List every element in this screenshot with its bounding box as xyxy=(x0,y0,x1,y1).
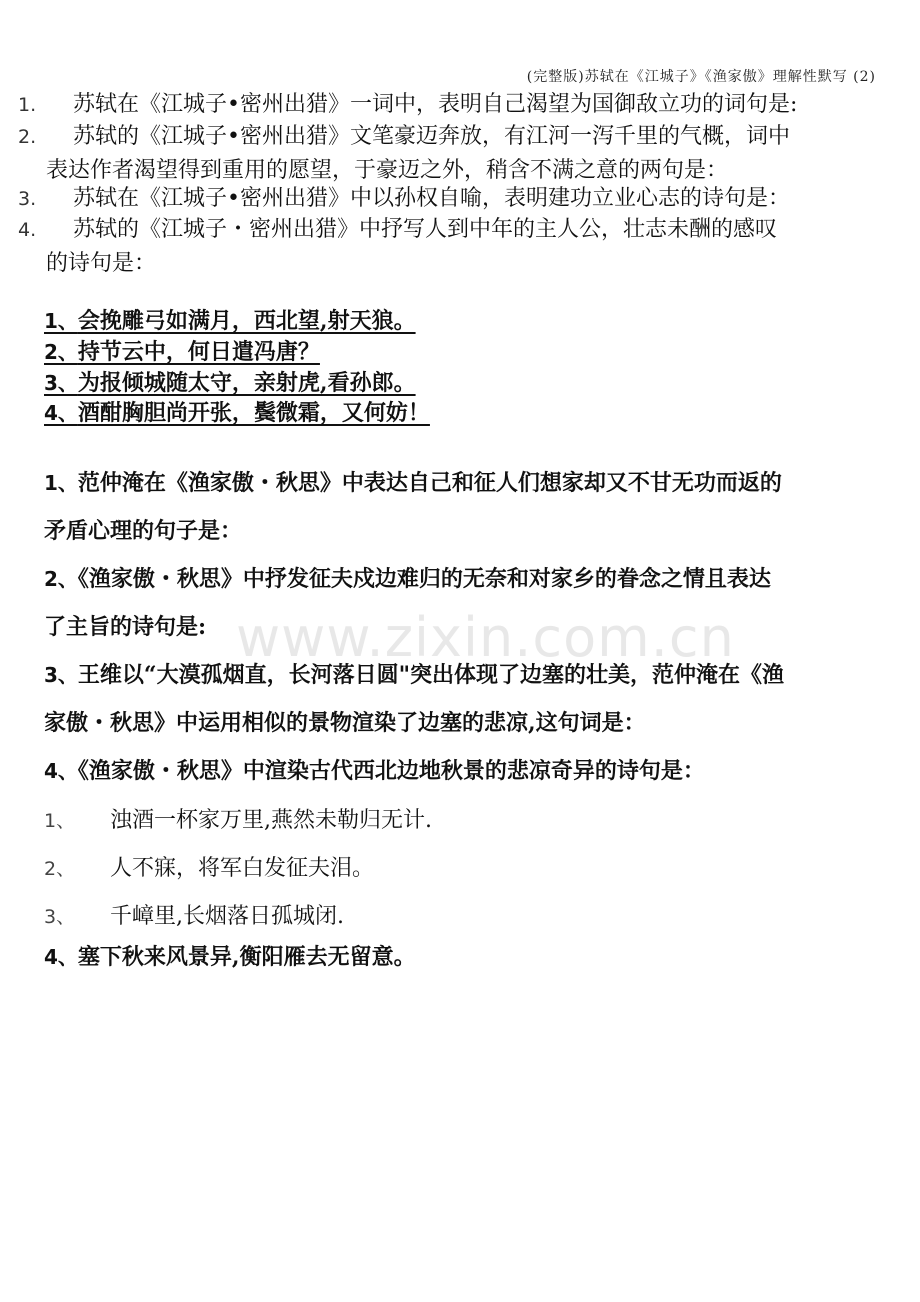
question-text-continued: 表达作者渴望得到重用的愿望，于豪迈之外，稍含不满之意的两句是： xyxy=(46,158,729,183)
question-4 xyxy=(18,213,888,281)
answer-number: 3、 xyxy=(44,371,78,395)
answer-text: 千嶂里,长烟落日孤城闭. xyxy=(110,904,344,929)
question-text: 王维以“大漠孤烟直，长河落日圆"突出体现了边塞的壮美，范仲淹在《渔 xyxy=(77,662,785,688)
answer-text: 酒酣胸胆尚开张，鬓微霜，又何妨！ xyxy=(77,400,430,426)
answer-number: 3、 xyxy=(44,906,76,928)
answer-3 xyxy=(44,368,416,398)
question-text: 范仲淹在《渔家傲・秋思》中表达自己和征人们想家却又不甘无功而返的 xyxy=(77,470,782,496)
answer-number: 2、 xyxy=(44,340,78,364)
question-text: 苏轼的《江城子•密州出猎》文笔豪迈奔放，有江河一泻千里的气概，词中 xyxy=(73,124,790,149)
answer-text: 会挽雕弓如满月，西北望,射天狼。 xyxy=(77,308,416,334)
part2-answer-3 xyxy=(44,902,344,932)
question-2 xyxy=(18,120,888,188)
question-number: 3. xyxy=(18,188,37,210)
question-text: 苏轼在《江城子•密州出猎》一词中，表明自己渴望为国御敌立功的词句是: xyxy=(73,92,798,117)
question-text: 苏轼的《江城子・密州出猎》中抒写人到中年的主人公，壮志未酬的感叹 xyxy=(73,217,778,242)
part2-question-2-line2: 了主旨的诗句是: xyxy=(44,614,207,640)
answer-text: 浊酒一杯家万里,燕然未勒归无计. xyxy=(110,808,432,833)
part2-question-3-line2: 家傲・秋思》中运用相似的景物渲染了边塞的悲凉,这句词是： xyxy=(44,710,646,736)
part2-answer-2 xyxy=(44,854,374,884)
question-number: 4. xyxy=(18,219,37,241)
question-number: 2、 xyxy=(44,567,78,591)
answer-text: 为报倾城随太守，亲射虎,看孙郎。 xyxy=(77,370,416,396)
part2-answer-1 xyxy=(44,806,432,836)
part2-question-1-line1 xyxy=(44,468,884,498)
question-number: 2. xyxy=(18,126,37,148)
part2-question-4 xyxy=(44,756,884,786)
answer-text: 持节云中，何日遣冯唐？ xyxy=(77,339,320,365)
part2-question-1-line2: 矛盾心理的句子是： xyxy=(44,518,243,544)
question-number: 1. xyxy=(18,94,37,116)
answer-1 xyxy=(44,306,416,336)
question-text: 苏轼在《江城子•密州出猎》中以孙权自喻，表明建功立业心志的诗句是： xyxy=(73,186,790,211)
question-3 xyxy=(18,182,888,216)
question-text: 《渔家傲・秋思》中渲染古代西北边地秋景的悲凉奇异的诗句是： xyxy=(77,758,705,784)
answer-number: 1、 xyxy=(44,309,78,333)
watermark: www.zixin.com.cn xyxy=(236,606,735,669)
question-text-continued: 的诗句是： xyxy=(46,251,157,276)
answer-text: 人不寐，将军白发征夫泪。 xyxy=(110,856,375,881)
question-number: 3、 xyxy=(44,663,78,687)
answer-number: 2、 xyxy=(44,858,76,880)
answer-text: 塞下秋来风景异,衡阳雁去无留意。 xyxy=(77,944,416,970)
answer-number: 4、 xyxy=(44,401,78,425)
answer-4 xyxy=(44,398,430,428)
question-text: 《渔家傲・秋思》中抒发征夫戍边难归的无奈和对家乡的眷念之情且表达 xyxy=(77,566,771,592)
question-number: 4、 xyxy=(44,759,78,783)
question-1 xyxy=(18,88,888,122)
part2-question-2-line1 xyxy=(44,564,884,594)
answer-2 xyxy=(44,337,320,367)
question-number: 1、 xyxy=(44,471,78,495)
document-header: (完整版)苏轼在《江城子》《渔家傲》理解性默写 (2) xyxy=(526,69,876,85)
answer-number: 1、 xyxy=(44,810,76,832)
answer-number: 4、 xyxy=(44,945,78,969)
part2-answer-4 xyxy=(44,942,416,972)
